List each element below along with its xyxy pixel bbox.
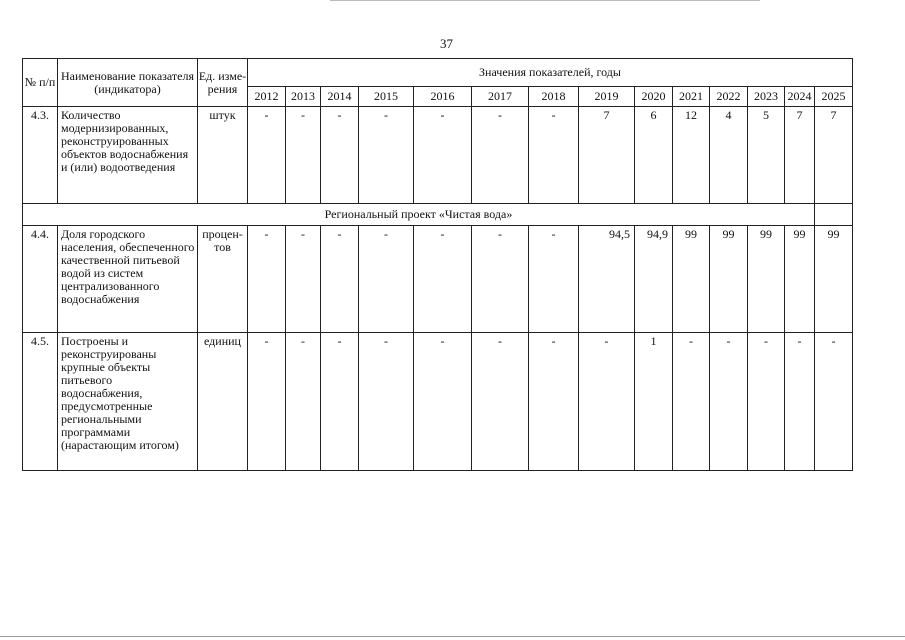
value-cell: 94,5 bbox=[579, 226, 635, 333]
value-cell: - bbox=[414, 107, 472, 204]
value-cell: - bbox=[359, 226, 414, 333]
value-cell: - bbox=[359, 333, 414, 471]
value-cell: 12 bbox=[673, 107, 710, 204]
value-cell: 4 bbox=[710, 107, 748, 204]
row-number: 4.3. bbox=[23, 107, 58, 204]
year-header: 2014 bbox=[321, 87, 359, 107]
unit-cell: штук bbox=[198, 107, 248, 204]
indicator-name: Построены и реконструированы крупные объекты питьевого водоснабжения, предусмотренные региональными программами (нарастающим итогом) bbox=[58, 333, 198, 471]
row-number: 4.4. bbox=[23, 226, 58, 333]
value-cell: - bbox=[579, 333, 635, 471]
year-header: 2017 bbox=[472, 87, 529, 107]
value-cell: 99 bbox=[748, 226, 785, 333]
value-cell: - bbox=[710, 333, 748, 471]
value-cell: - bbox=[321, 226, 359, 333]
value-cell: - bbox=[286, 226, 321, 333]
value-cell: - bbox=[529, 226, 579, 333]
page-number: 37 bbox=[440, 36, 453, 51]
value-cell: 94,9 bbox=[635, 226, 673, 333]
year-header: 2019 bbox=[579, 87, 635, 107]
value-cell: 6 bbox=[635, 107, 673, 204]
table-row bbox=[23, 107, 853, 204]
project-row bbox=[23, 204, 853, 226]
value-cell: 5 bbox=[748, 107, 785, 204]
value-cell: - bbox=[815, 333, 853, 471]
value-cell: - bbox=[286, 333, 321, 471]
value-cell: 99 bbox=[815, 226, 853, 333]
indicator-name: Доля городского населения, обеспеченного качественной питьевой водой из систем централизованного водоснабжения bbox=[58, 226, 198, 333]
value-cell: - bbox=[414, 333, 472, 471]
year-header: 2023 bbox=[748, 87, 785, 107]
value-cell: 99 bbox=[710, 226, 748, 333]
year-header: 2016 bbox=[414, 87, 472, 107]
header-number: № п/п bbox=[23, 59, 58, 107]
header-name: Наименование показателя (индикатора) bbox=[58, 59, 198, 107]
year-header: 2025 bbox=[815, 87, 853, 107]
value-cell: - bbox=[472, 333, 529, 471]
indicator-name: Количество модернизированных, реконструированных объектов водоснабжения и (или) водоотведения bbox=[58, 107, 198, 204]
year-header: 2013 bbox=[286, 87, 321, 107]
value-cell: - bbox=[248, 107, 286, 204]
year-header: 2012 bbox=[248, 87, 286, 107]
year-header: 2020 bbox=[635, 87, 673, 107]
value-cell: - bbox=[785, 333, 815, 471]
year-header: 2024 bbox=[785, 87, 815, 107]
value-cell: 7 bbox=[579, 107, 635, 204]
table-row bbox=[23, 333, 853, 471]
scan-edge-top bbox=[330, 0, 760, 1]
unit-cell: процен-тов bbox=[198, 226, 248, 333]
value-cell: - bbox=[359, 107, 414, 204]
year-header: 2021 bbox=[673, 87, 710, 107]
value-cell: - bbox=[286, 107, 321, 204]
year-header: 2018 bbox=[529, 87, 579, 107]
value-cell: - bbox=[529, 333, 579, 471]
value-cell: - bbox=[748, 333, 785, 471]
year-header: 2022 bbox=[710, 87, 748, 107]
value-cell: 99 bbox=[785, 226, 815, 333]
scan-edge-bottom bbox=[0, 636, 905, 637]
value-cell: 7 bbox=[785, 107, 815, 204]
value-cell: - bbox=[321, 107, 359, 204]
value-cell: 7 bbox=[815, 107, 853, 204]
value-cell: 99 bbox=[673, 226, 710, 333]
header-unit: Ед. изме-рения bbox=[198, 59, 248, 107]
project-title: Региональный проект «Чистая вода» bbox=[23, 204, 815, 226]
indicators-table bbox=[22, 58, 853, 471]
value-cell: - bbox=[321, 333, 359, 471]
value-cell: - bbox=[472, 107, 529, 204]
table-row bbox=[23, 226, 853, 333]
empty-cell bbox=[815, 204, 853, 226]
unit-cell: единиц bbox=[198, 333, 248, 471]
value-cell: - bbox=[414, 226, 472, 333]
value-cell: - bbox=[248, 226, 286, 333]
value-cell: - bbox=[248, 333, 286, 471]
table-header-row bbox=[23, 59, 853, 87]
value-cell: - bbox=[529, 107, 579, 204]
row-number: 4.5. bbox=[23, 333, 58, 471]
year-header: 2015 bbox=[359, 87, 414, 107]
value-cell: - bbox=[673, 333, 710, 471]
header-values: Значения показателей, годы bbox=[248, 59, 853, 87]
value-cell: 1 bbox=[635, 333, 673, 471]
value-cell: - bbox=[472, 226, 529, 333]
